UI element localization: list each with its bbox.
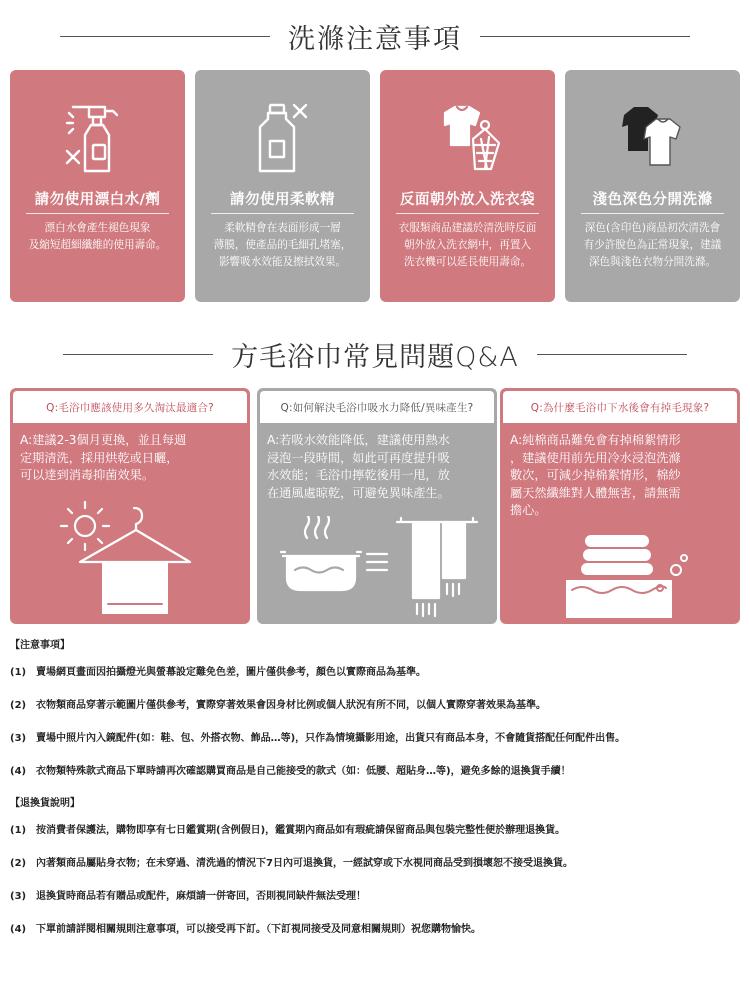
card-divider xyxy=(26,213,169,214)
qa-section-header xyxy=(0,332,750,376)
dark-light-shirts-icon xyxy=(565,88,740,188)
answer-line: 浸泡一段時間，如此可再度提升吸 xyxy=(267,450,450,465)
qa-answer xyxy=(267,432,489,502)
answer-line: 水效能；毛浴巾擰乾後用一甩，放 xyxy=(267,468,450,482)
header-rule-left xyxy=(63,354,213,355)
notes-item xyxy=(10,656,750,689)
wash-section-title: 洗滌注意事項 xyxy=(288,23,462,55)
item-text: 退換貨時商品若有贈品或配件，麻煩請一併寄回，否則視同缺件無法受理！ xyxy=(36,891,366,902)
header-rule-left xyxy=(60,36,270,37)
no-softener-bottle-icon xyxy=(195,88,370,188)
body-line: 洗衣機可以延長使用壽命。 xyxy=(403,256,532,268)
item-number: (4) xyxy=(10,766,27,777)
wash-card-title: 請勿使用漂白水/劑 xyxy=(34,192,161,208)
item-text: 衣物類特殊款式商品下單時請再次確認購買商品是自己能接受的款式（如：低腰、超貼身…等)，避免多餘的退換貨手續！ xyxy=(36,766,571,777)
header-rule-right xyxy=(480,36,690,37)
towels-soaking-basin-icon xyxy=(500,530,740,622)
body-line: 柔軟精會在表面形成一層 xyxy=(224,222,341,234)
header-rule-right xyxy=(537,354,687,355)
sun-towel-hanger-icon xyxy=(10,498,250,618)
body-line: 深色(含印色)商品初次清洗會 xyxy=(584,222,721,234)
qa-section-title: 方毛浴巾常見問題Q&A xyxy=(231,341,519,373)
qa-answer xyxy=(510,432,732,520)
body-line: 衣服類商品建議於清洗時反面 xyxy=(398,222,537,234)
item-text: 賣場網頁畫面因拍攝燈光與螢幕設定難免色差，圖片僅供參考，顏色以實際商品為基準。 xyxy=(36,667,426,678)
answer-line: 屬天然纖維對人體無害，請無需 xyxy=(510,485,681,500)
card-divider xyxy=(396,213,539,214)
body-line: 深色與淺色衣物分開洗滌。 xyxy=(588,256,717,268)
item-number: (3) xyxy=(10,891,27,902)
body-line: 朝外放入洗衣網中，再置入 xyxy=(403,239,532,251)
notes-item xyxy=(10,722,750,755)
answer-line: ，建議使用前先用冷水浸泡洗滌 xyxy=(510,450,681,465)
answer-line: A:純棉商品難免會有掉棉絮情形 xyxy=(510,433,681,447)
item-number: (2) xyxy=(10,858,27,869)
notes-heading: 【注意事項】 xyxy=(10,640,70,651)
wash-card-body xyxy=(569,220,736,271)
qa-answer xyxy=(20,432,242,485)
shirt-laundry-net-icon xyxy=(380,88,555,188)
item-number: (4) xyxy=(10,924,27,935)
qa-card-absorbency xyxy=(257,388,497,624)
wash-card-body xyxy=(199,220,366,271)
card-divider xyxy=(581,213,724,214)
item-text: 內著類商品屬貼身衣物；在未穿過、清洗過的情況下7日內可退換貨，一經試穿或下水視同商品受到損壞恕不接受退換貨。 xyxy=(36,858,573,869)
returns-item xyxy=(10,913,750,946)
qa-card-shedding xyxy=(500,388,740,624)
returns-item xyxy=(10,880,750,913)
card-divider xyxy=(211,213,354,214)
notes-item xyxy=(10,755,750,788)
qa-question: Q:毛浴巾應該使用多久淘汰最適合? xyxy=(13,391,247,423)
answer-line: A:建議2-3個月更換，並且每週 xyxy=(20,433,187,447)
notes-item xyxy=(10,689,750,722)
item-number: (3) xyxy=(10,733,27,744)
qa-question: Q:如何解決毛浴巾吸水力降低/異味產生? xyxy=(260,391,494,423)
qa-card-replacement xyxy=(10,388,250,624)
qa-question: Q:為什麼毛浴巾下水後會有掉毛現象? xyxy=(503,391,737,423)
item-text: 按消費者保護法，購物即享有七日鑑賞期(含例假日)，鑑賞期內商品如有瑕疵請保留商品與包裝完整性便於辦理退換貨。 xyxy=(36,825,566,836)
answer-line: 擔心。 xyxy=(510,503,547,517)
item-text: 衣物類商品穿著示範圖片僅供參考，實際穿著效果會因身材比例或個人狀況有所不同，以個人實際穿著效果為基準。 xyxy=(36,700,546,711)
item-text: 賣場中照片內入鏡配件(如：鞋、包、外搭衣物、飾品…等)，只作為情境攝影用途，出貨只有商品本身，不會隨貨搭配任何配件出售。 xyxy=(36,733,626,744)
returns-heading: 【退換貨說明】 xyxy=(10,798,80,809)
wash-card-laundry-bag xyxy=(380,70,555,302)
body-line: 漂白水會產生褪色現象 xyxy=(44,222,151,234)
wash-card-title: 請勿使用柔軟精 xyxy=(230,192,335,208)
wash-card-no-softener xyxy=(195,70,370,302)
wash-section-header xyxy=(0,14,750,58)
item-number: (1) xyxy=(10,825,27,836)
returns-item xyxy=(10,814,750,847)
answer-line: A:若吸水效能降低，建議使用熱水 xyxy=(267,433,450,447)
body-line: 有少許脫色為正常現象，建議 xyxy=(583,239,722,251)
answer-line: 數次，可減少掉棉絮情形，棉紗 xyxy=(510,468,681,482)
answer-line: 在通風處晾乾，可避免異味產生。 xyxy=(267,485,450,500)
wash-card-no-bleach xyxy=(10,70,185,302)
item-number: (2) xyxy=(10,700,27,711)
no-bleach-spray-icon xyxy=(10,88,185,188)
wash-card-separate-colors xyxy=(565,70,740,302)
item-text: 下單前請詳閱相關規則注意事項，可以接受再下訂。（下訂視同接受及同意相關規則）祝您購物愉快。 xyxy=(36,924,481,935)
body-line: 影響吸水效能及擦拭效果。 xyxy=(218,256,347,268)
wash-card-title: 反面朝外放入洗衣袋 xyxy=(400,192,535,208)
qa-cards xyxy=(10,388,750,624)
wash-cards xyxy=(10,70,740,302)
wash-card-title: 淺色深色分開洗滌 xyxy=(592,192,713,208)
body-line: 薄膜，使產品的毛細孔堵塞， xyxy=(213,239,352,251)
body-line: 及縮短超細纖維的使用壽命。 xyxy=(28,239,167,251)
returns-item xyxy=(10,847,750,880)
wash-card-body xyxy=(384,220,551,271)
hot-water-towel-rack-icon xyxy=(257,516,497,622)
wash-card-body xyxy=(14,220,181,254)
answer-line: 可以達到消毒抑菌效果。 xyxy=(20,468,155,482)
notes-section xyxy=(10,636,750,946)
answer-line: 定期清洗，採用烘乾或日曬， xyxy=(20,450,179,465)
item-number: (1) xyxy=(10,667,27,678)
